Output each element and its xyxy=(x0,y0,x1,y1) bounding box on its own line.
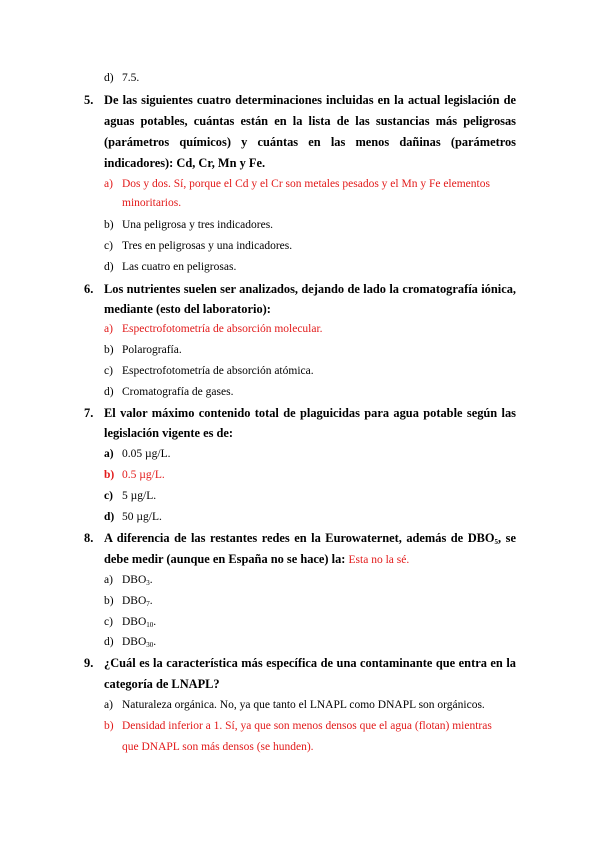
subscript: 30 xyxy=(146,641,154,649)
question-text: A diferencia de las restantes redes en la Eurowaternet, además de DBO xyxy=(104,531,495,545)
option-text xyxy=(122,615,156,629)
question-text-line: categoría de LNAPL? xyxy=(104,677,220,691)
option-text-correct: Espectrofotometría de absorción molecular. xyxy=(122,323,323,335)
option-text: Polarografía. xyxy=(122,344,182,356)
answer-note: Esta no la sé. xyxy=(348,554,410,566)
option-text: Una peligrosa y tres indicadores. xyxy=(122,219,274,231)
question-text-line xyxy=(104,552,409,567)
option-letter: b) xyxy=(104,720,114,732)
question-text-line: aguas potables, cuántas están en la lista de las sustancias más peligrosas xyxy=(104,114,516,128)
option-text: 7.5. xyxy=(122,72,140,84)
option-letter: d) xyxy=(104,511,115,523)
option-letter: c) xyxy=(104,490,113,502)
option-letter: a) xyxy=(104,699,113,711)
option-text: Espectrofotometría de absorción atómica. xyxy=(122,365,314,377)
option-text: 50 µg/L. xyxy=(122,511,162,523)
option-base: DBO xyxy=(122,595,147,607)
option-text-correct: Densidad inferior a 1. Sí, ya que son menos densos que el agua (flotan) mientras xyxy=(122,720,492,732)
subscript: 10 xyxy=(146,621,154,629)
option-text: 5 µg/L. xyxy=(122,490,157,502)
question-text-line: El valor máximo contenido total de plaguicidas para agua potable según las xyxy=(104,406,516,420)
option-text-correct: minoritarios. xyxy=(122,197,182,209)
option-letter: d) xyxy=(104,72,114,84)
option-letter: a) xyxy=(104,323,113,335)
option-text-correct: 0.5 µg/L. xyxy=(122,469,165,481)
option-letter: b) xyxy=(104,469,115,481)
option-letter: d) xyxy=(104,386,114,398)
option-text xyxy=(122,635,156,649)
option-letter: d) xyxy=(104,261,114,273)
question-number: 7. xyxy=(84,406,94,420)
option-letter: c) xyxy=(104,616,113,628)
option-text-correct: que DNAPL son más densos (se hunden). xyxy=(122,741,314,753)
option-text-correct: Dos y dos. Sí, porque el Cd y el Cr son metales pesados y el Mn y Fe elementos xyxy=(122,178,490,190)
option-text: Naturaleza orgánica. No, ya que tanto el LNAPL como DNAPL son orgánicos. xyxy=(122,699,485,711)
option-letter: a) xyxy=(104,574,113,586)
question-text: , se xyxy=(498,531,516,545)
option-letter: a) xyxy=(104,178,113,190)
option-base: DBO xyxy=(122,616,147,628)
option-letter: b) xyxy=(104,219,114,231)
option-end: . xyxy=(149,574,153,586)
option-text: 0.05 µg/L. xyxy=(122,448,171,460)
option-end: . xyxy=(153,616,157,628)
question-text-line: mediante (esto del laboratorio): xyxy=(104,302,271,316)
option-end: . xyxy=(149,595,153,607)
subscript: 7 xyxy=(146,600,150,608)
option-text xyxy=(122,594,153,608)
option-text: Cromatografía de gases. xyxy=(122,386,234,398)
question-number: 9. xyxy=(84,656,94,670)
subscript: 5 xyxy=(494,538,499,546)
question-text-line: Los nutrientes suelen ser analizados, dejando de lado la cromatografía iónica, xyxy=(104,282,516,296)
question-text-line: De las siguientes cuatro determinaciones incluidas en la actual legislación de xyxy=(104,93,516,107)
option-letter: b) xyxy=(104,595,114,607)
question-text-line xyxy=(104,531,516,545)
question-text-line: (parámetros químicos) y cuántas en las menos dañinas (parámetros xyxy=(104,135,516,149)
question-text-line: legislación vigente es de: xyxy=(104,426,234,440)
option-base: DBO xyxy=(122,574,147,586)
option-letter: c) xyxy=(104,240,113,252)
question-text-line: indicadores): Cd, Cr, Mn y Fe. xyxy=(104,156,266,170)
option-letter: b) xyxy=(104,344,114,356)
option-text xyxy=(122,573,153,587)
question-number: 8. xyxy=(84,531,94,545)
question-number: 6. xyxy=(84,282,94,296)
question-number: 5. xyxy=(84,93,94,107)
question-text: debe medir (aunque en España no se hace) la: xyxy=(104,552,346,566)
option-letter: a) xyxy=(104,448,114,460)
option-text: Las cuatro en peligrosas. xyxy=(122,261,237,273)
option-text: Tres en peligrosas y una indicadores. xyxy=(122,240,293,252)
option-letter: d) xyxy=(104,636,114,648)
option-end: . xyxy=(153,636,157,648)
option-letter: c) xyxy=(104,365,113,377)
subscript: 3 xyxy=(146,579,150,587)
option-base: DBO xyxy=(122,636,147,648)
question-text-line: ¿Cuál es la característica más específica de una contaminante que entra en la xyxy=(104,656,516,670)
